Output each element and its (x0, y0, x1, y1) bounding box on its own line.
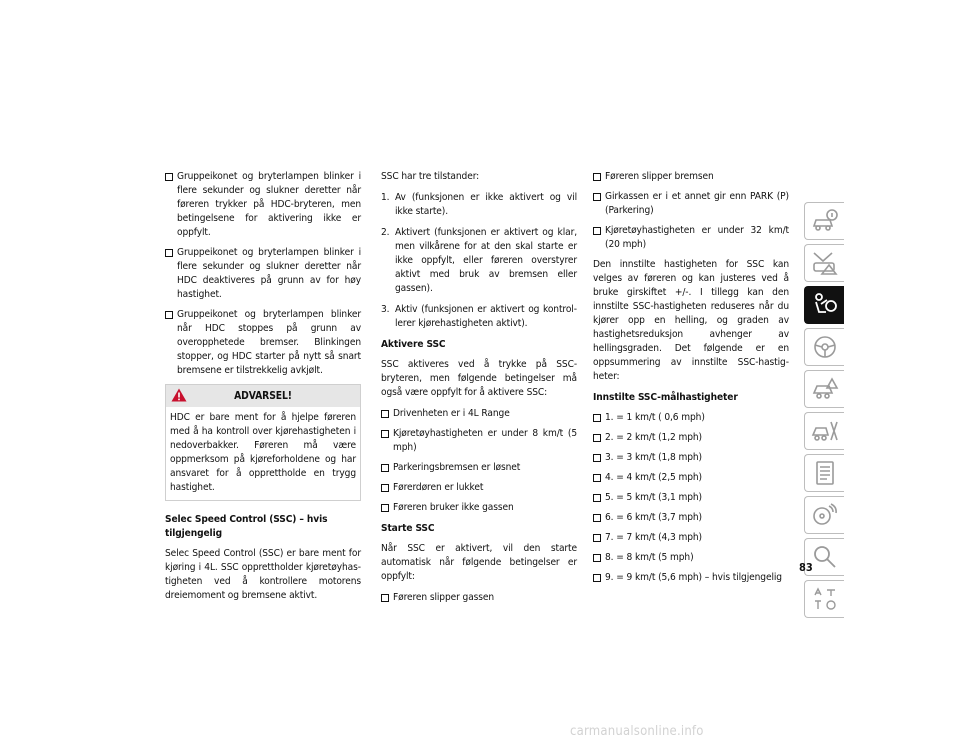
bullet-item: Kjøretøyhastigheten er under 8 km/t (5 mph) (381, 427, 577, 455)
speed-item: 7. = 7 km/t (4,3 mph) (593, 531, 789, 545)
page-number: 83 (799, 561, 813, 574)
checkbox-bullet-icon (593, 474, 601, 482)
column-3 (593, 170, 789, 591)
bullet-item: Gruppeikonet og bryterlampen blinker når HDC stoppes på grunn av overopphetede bremser. Blinkingen stopper, og HDC starter på nytt så snart bremsene er tilstrekkelig avkjølt. (165, 308, 361, 378)
checkbox-bullet-icon (381, 430, 389, 438)
paragraph: SSC aktiveres ved å trykke på SSC-bryteren, men følgende betingelser må også være oppfylt for å aktivere SSC: (381, 359, 577, 398)
checkbox-bullet-icon (593, 227, 601, 235)
checkbox-bullet-icon (593, 414, 601, 422)
checkbox-bullet-icon (381, 484, 389, 492)
checkbox-bullet-icon (593, 173, 601, 181)
tab-multimedia[interactable] (804, 496, 844, 534)
tab-emergency[interactable] (804, 370, 844, 408)
checkbox-bullet-icon (381, 464, 389, 472)
checkbox-bullet-icon (593, 494, 601, 502)
watermark: carmanualsonline.info (570, 724, 704, 739)
paragraph: Selec Speed Control (SSC) er bare ment for kjøring i 4L. SSC opprettholder kjøretøyhastigheten ved å kontrollere motorens dreiemoment og bremsene aktivt. (165, 548, 361, 601)
numbered-item: 1. Av (funksjonen er ikke aktivert og vil ikke starte). (381, 192, 577, 217)
checkbox-bullet-icon (593, 454, 601, 462)
bullet-item: Føreren bruker ikke gassen (381, 501, 577, 515)
checkbox-bullet-icon (593, 554, 601, 562)
section-heading: Aktivere SSC (381, 339, 446, 350)
tab-airbag-safety[interactable] (804, 286, 844, 324)
checkbox-bullet-icon (593, 193, 601, 201)
numbered-item: 3. Aktiv (funksjonen er aktivert og kontrollerer kjørehastigheten aktivt). (381, 304, 577, 329)
speed-item: 1. = 1 km/t ( 0,6 mph) (593, 411, 789, 425)
bullet-item: Gruppeikonet og bryterlampen blinker i flere sekunder og slukner deretter når føreren trykker på HDC-bryteren, men betingelsene for aktivering ikke er oppfylt. (165, 170, 361, 240)
speed-item: 6. = 6 km/t (3,7 mph) (593, 511, 789, 525)
checkbox-bullet-icon (381, 504, 389, 512)
bullet-item: Gruppeikonet og bryterlampen blinker i flere sekunder og slukner deretter når HDC deaktiveres på grunn av for høy hastighet. (165, 246, 361, 302)
warning-title: ADVARSEL! (234, 390, 292, 402)
steering-wheel-icon (811, 334, 839, 360)
warning-triangle-icon (171, 388, 187, 402)
section-heading: Innstilte SSC-målhastigheter (593, 392, 738, 403)
speed-item: 8. = 8 km/t (5 mph) (593, 551, 789, 565)
bullet-item: Føreren slipper gassen (381, 591, 577, 605)
tab-dashboard-lights[interactable] (804, 244, 844, 282)
speed-item: 4. = 4 km/t (2,5 mph) (593, 471, 789, 485)
section-heading: Starte SSC (381, 523, 435, 534)
speed-item: 3. = 3 km/t (1,8 mph) (593, 451, 789, 465)
speed-item: 9. = 9 km/t (5,6 mph) – hvis tilgjengelig (593, 571, 789, 585)
airbag-safety-icon (811, 292, 839, 318)
tab-car-info[interactable] (804, 202, 844, 240)
section-heading: Selec Speed Control (SSC) – hvis tilgjengelig (165, 514, 328, 539)
bullet-item: Drivenheten er i 4L Range (381, 407, 577, 421)
checkbox-bullet-icon (381, 410, 389, 418)
speed-item: 5. = 5 km/t (3,1 mph) (593, 491, 789, 505)
multimedia-icon (811, 502, 839, 528)
speed-item: 2. = 2 km/t (1,2 mph) (593, 431, 789, 445)
column-2 (381, 170, 577, 611)
warning-box (165, 384, 361, 501)
paragraph: Når SSC er aktivert, vil den starte automatisk når følgende betingelser er oppfylt: (381, 543, 577, 582)
checkbox-bullet-icon (593, 434, 601, 442)
checkbox-bullet-icon (165, 173, 173, 181)
bullet-item: Kjøretøyhastigheten er under 32 km/t (20 mph) (593, 224, 789, 252)
paragraph: SSC har tre tilstander: (381, 171, 480, 182)
tab-specifications[interactable] (804, 454, 844, 492)
emergency-icon (811, 376, 839, 402)
checkbox-bullet-icon (593, 534, 601, 542)
numbered-item: 2. Aktivert (funksjonen er aktivert og klar, men vilkårene for at den skal starte er ikke oppfylt, eller føreren overstyrer aktivt med bruk av bremsen eller gassen). (381, 227, 577, 294)
dashboard-lights-icon (811, 250, 839, 276)
checkbox-bullet-icon (593, 574, 601, 582)
chapter-tabs (804, 202, 844, 622)
checkbox-bullet-icon (381, 594, 389, 602)
checkbox-bullet-icon (593, 514, 601, 522)
checkbox-bullet-icon (165, 249, 173, 257)
tab-steering-wheel[interactable] (804, 328, 844, 366)
search-icon (811, 544, 839, 570)
bullet-item: Girkassen er i et annet gir enn PARK (P) (Parkering) (593, 190, 789, 218)
tab-service-tools[interactable] (804, 412, 844, 450)
service-tools-icon (811, 418, 839, 444)
car-info-icon (811, 208, 839, 234)
bullet-item: Føreren slipper bremsen (593, 170, 789, 184)
language-icon (811, 586, 839, 612)
checkbox-bullet-icon (165, 311, 173, 319)
bullet-item: Førerdøren er lukket (381, 481, 577, 495)
specifications-icon (811, 460, 839, 486)
paragraph: Den innstilte hastigheten for SSC kan velges av føreren og kan justeres ved å bruke girskiftet +/-. I tillegg kan den innstilte SSC-hastigheten reduseres når du kjører opp en helling, og graden av hastighetsreduksjon avhenger av hellingsgraden. Det følgende er en oppsummering av innstilte SSC-hastigheter: (593, 259, 789, 382)
tab-language[interactable] (804, 580, 844, 618)
bullet-item: Parkeringsbremsen er løsnet (381, 461, 577, 475)
warning-text: HDC er bare ment for å hjelpe føreren med å ha kontroll over kjørehastigheten i nedoverbakker. Føreren må være oppmerksom på kjøreforholdene og har ansvaret for å opprettholde en trygg hastighet. (170, 412, 356, 493)
column-1 (165, 170, 361, 610)
warning-header (166, 385, 360, 407)
